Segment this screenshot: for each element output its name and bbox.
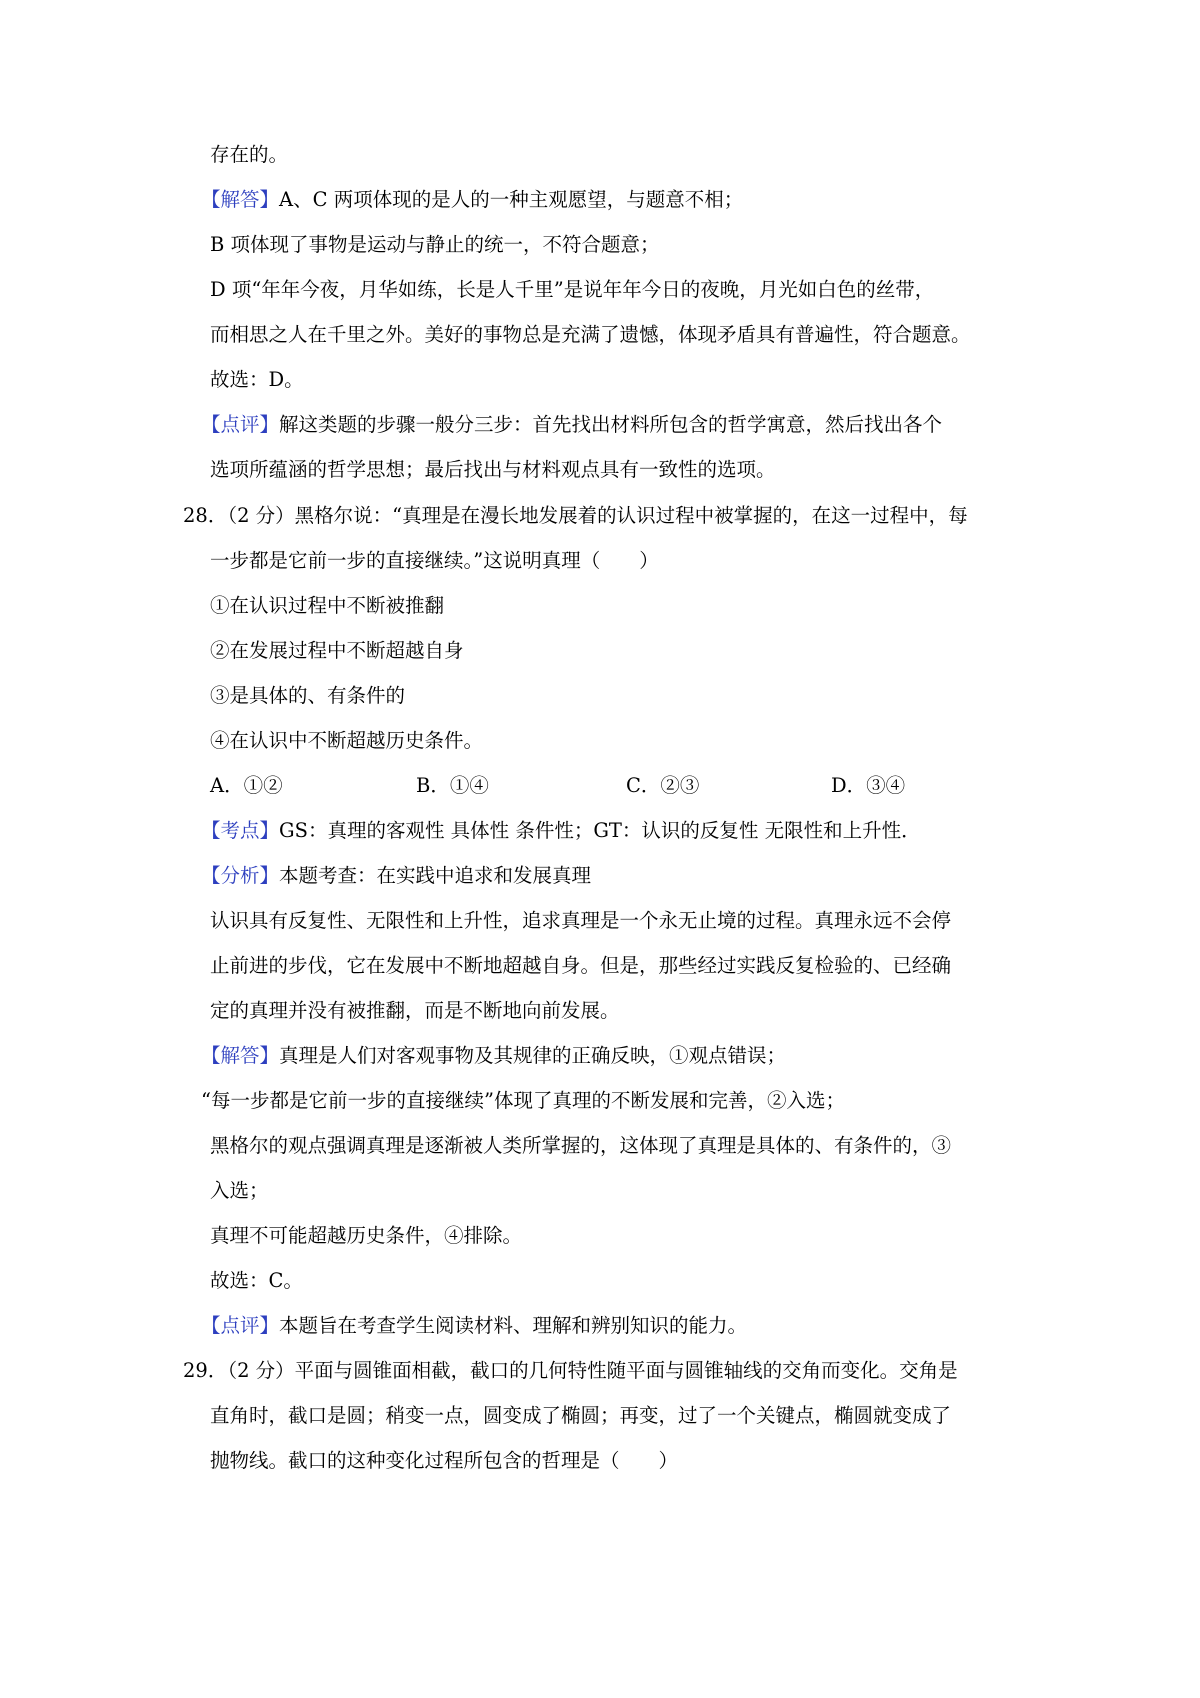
statement-4: ④在认识中不断超越历史条件。 [210, 729, 484, 752]
answer-paragraph: 【解答】真理是人们对客观事物及其规律的正确反映，①观点错误； [201, 1044, 787, 1067]
statement-3: ③是具体的、有条件的 [210, 684, 406, 707]
answer-tag: 【解答】 [201, 1044, 280, 1067]
text-line: 而相思之人在千里之外。美好的事物总是充满了遗憾，体现矛盾具有普遍性，符合题意。 [210, 323, 971, 346]
text-line: D 项“年年今夜，月华如练，长是人千里”是说年年今日的夜晚，月光如白色的丝带， [210, 278, 935, 301]
text-line: 止前进的步伐，它在发展中不断地超越自身。但是，那些经过实践反复检验的、已经确 [210, 954, 952, 977]
statement-2: ②在发展过程中不断超越自身 [210, 639, 464, 662]
comment-tag: 【点评】 [201, 1314, 280, 1337]
text-line: 入选； [210, 1179, 269, 1202]
text-line: 一步都是它前一步的直接继续。”这说明真理（ ） [210, 549, 659, 572]
answer-paragraph: 【解答】A、C 两项体现的是人的一种主观愿望，与题意不相； [201, 188, 744, 211]
option-d: D．③④ [831, 774, 906, 797]
text-line: “每一步都是它前一步的直接继续”体现了真理的不断发展和完善，②入选； [201, 1089, 845, 1112]
text-line: 真理不可能超越历史条件，④排除。 [210, 1224, 523, 1247]
text-line: 选项所蕴涵的哲学思想；最后找出与材料观点具有一致性的选项。 [210, 458, 776, 481]
text-line: 存在的。 [210, 143, 289, 166]
knowledge-tag: 【考点】 [201, 819, 280, 842]
text-line: 直角时，截口是圆；稍变一点，圆变成了椭圆；再变，过了一个关键点，椭圆就变成了 [210, 1404, 952, 1427]
option-a: A．①② [210, 774, 283, 797]
text-line: 抛物线。截口的这种变化过程所包含的哲理是（ ） [210, 1449, 679, 1472]
analysis-tag: 【分析】 [201, 864, 280, 887]
statement-1: ①在认识过程中不断被推翻 [210, 594, 445, 617]
comment-paragraph: 【点评】本题旨在考查学生阅读材料、理解和辨别知识的能力。 [201, 1314, 748, 1337]
text-line: 定的真理并没有被推翻，而是不断地向前发展。 [210, 999, 620, 1022]
comment-tag: 【点评】 [201, 413, 280, 436]
option-b: B．①④ [416, 774, 489, 797]
text-line: 故选：C。 [210, 1269, 303, 1292]
text-line: 认识具有反复性、无限性和上升性，追求真理是一个永无止境的过程。真理永远不会停 [210, 909, 952, 932]
option-c: C．②③ [626, 774, 700, 797]
analysis-paragraph: 【分析】本题考查：在实践中追求和发展真理 [201, 864, 592, 887]
knowledge-point: 【考点】GS：真理的客观性 具体性 条件性；GT：认识的反复性 无限性和上升性． [201, 819, 921, 842]
text-line: B 项体现了事物是运动与静止的统一，不符合题意； [210, 233, 660, 256]
text-line: 黑格尔的观点强调真理是逐渐被人类所掌握的，这体现了真理是具体的、有条件的，③ [210, 1134, 952, 1157]
answer-tag: 【解答】 [201, 188, 280, 211]
text-line: 故选：D。 [210, 368, 304, 391]
question-29-stem: 29．（2 分）平面与圆锥面相截，截口的几何特性随平面与圆锥轴线的交角而变化。交角是 [183, 1359, 958, 1382]
comment-paragraph: 【点评】解这类题的步骤一般分三步：首先找出材料所包含的哲学寓意，然后找出各个 [201, 413, 943, 436]
question-28-stem: 28．（2 分）黑格尔说：“真理是在漫长地发展着的认识过程中被掌握的，在这一过程中，每 [183, 504, 968, 527]
